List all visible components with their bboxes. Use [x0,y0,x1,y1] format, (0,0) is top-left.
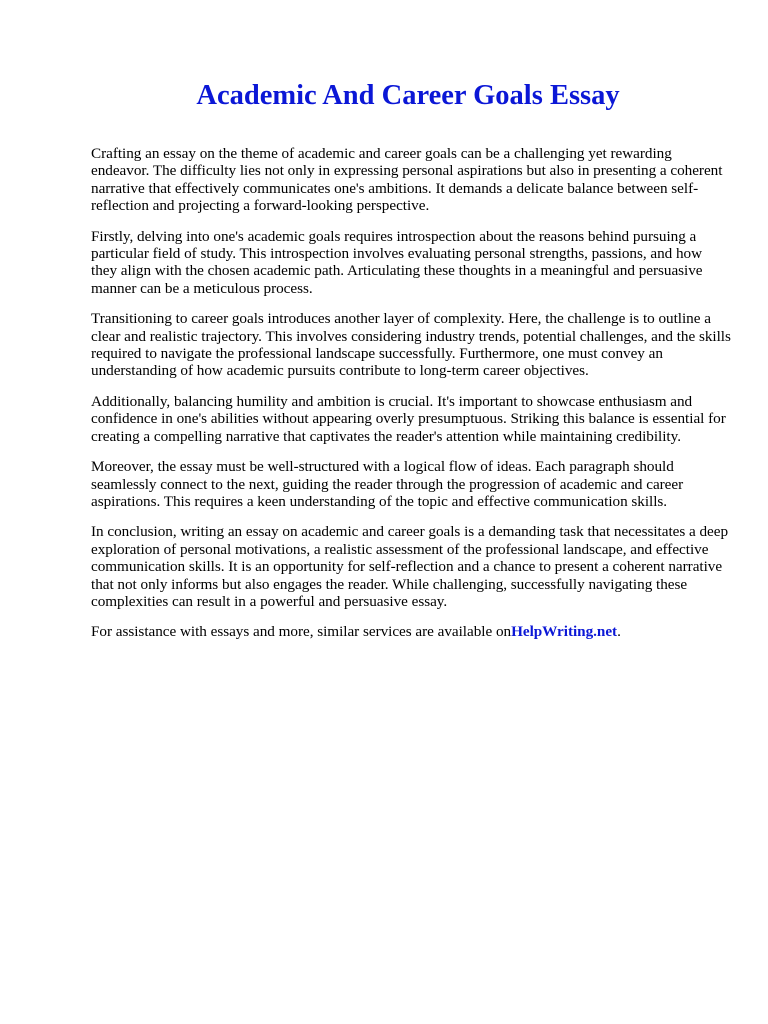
paragraph-3: Transitioning to career goals introduces another layer of complexity. Here, the challenge is to outline a clear and realistic trajectory. This involves considering industry trends, potential challenges, and the skills required to navigate the professional landscape successfully. Furthermore, one must convey an understanding of how academic pursuits contribute to long-term career objectives. [91,310,731,380]
footer-suffix: . [617,623,621,641]
paragraph-1: Crafting an essay on the theme of academic and career goals can be a challenging yet rewarding endeavor. The difficulty lies not only in expressing personal aspirations but also in presenting a coherent narrative that effectively communicates one's ambitions. It demands a delicate balance between self-reflection and projecting a forward-looking perspective. [91,145,723,215]
footer-prefix: For assistance with essays and more, similar services are available on [91,623,512,641]
paragraph-2: Firstly, delving into one's academic goals requires introspection about the reasons behind pursuing a particular field of study. This introspection involves evaluating personal strengths, passions, and how they align with the chosen academic path. Articulating these thoughts in a meaningful and persuasive manner can be a meticulous process. [91,227,703,297]
paragraph-6: In conclusion, writing an essay on academic and career goals is a demanding task that necessitates a deep exploration of personal motivations, a realistic assessment of the professional landscape, and effective communication skills. It is an opportunity for self-reflection and a chance to present a coherent narrative that not only informs but also engages the reader. While challenging, successfully navigating these complexities can result in a powerful and persuasive essay. [91,523,729,610]
paragraph-5: Moreover, the essay must be well-structured with a logical flow of ideas. Each paragraph should seamlessly connect to the next, guiding the reader through the progression of academic and career aspirations. This requires a keen understanding of the topic and effective communication skills. [91,458,684,510]
page-title: Academic And Career Goals Essay [196,80,620,111]
footer-note [91,623,731,640]
paragraph-4: Additionally, balancing humility and ambition is crucial. It's important to showcase enthusiasm and confidence in one's abilities without appearing overly presumptuous. Striking this balance is essential for creating a compelling narrative that captivates the reader's attention while maintaining credibility. [91,392,726,445]
essay-body [91,145,731,654]
helpwriting-link[interactable]: HelpWriting.net [511,623,618,641]
